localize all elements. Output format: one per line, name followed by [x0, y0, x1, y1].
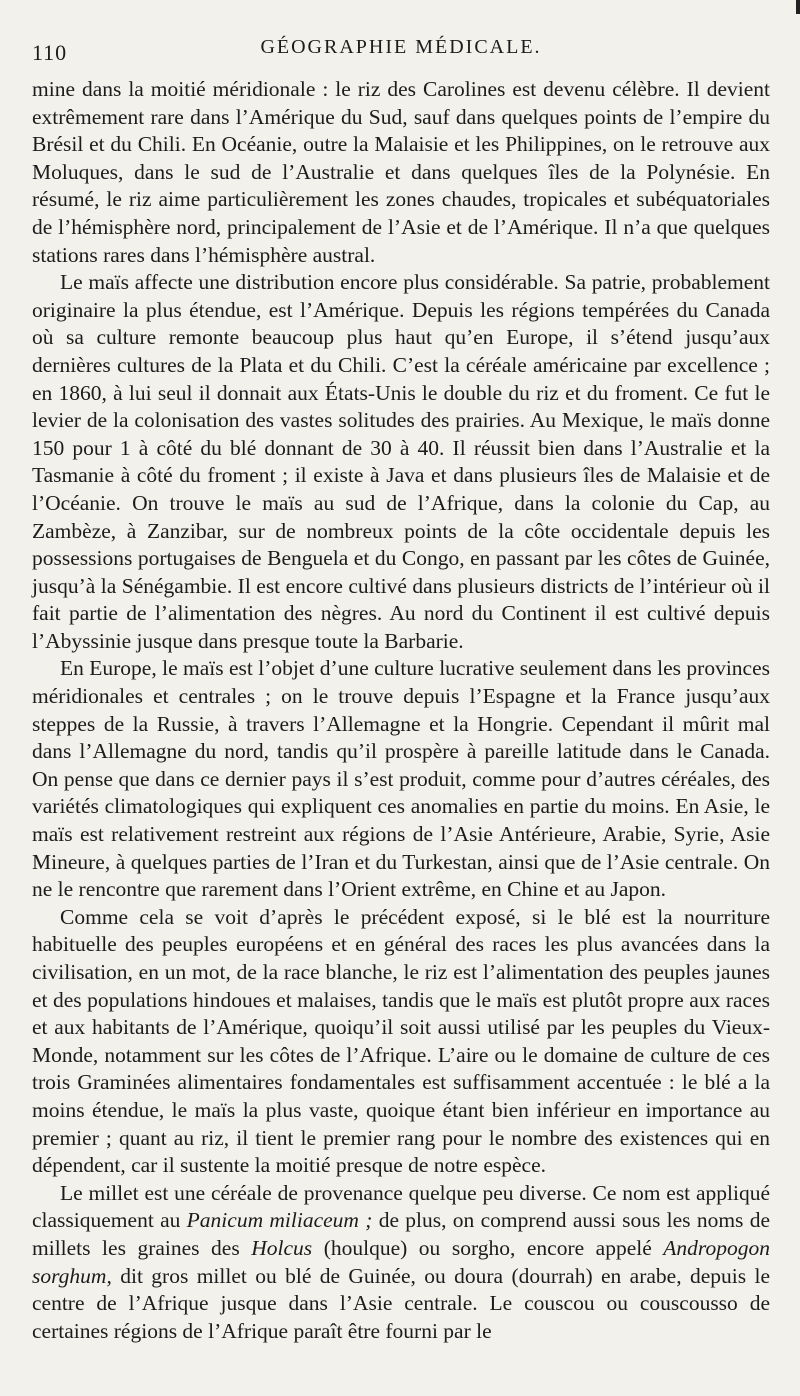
page-header [32, 30, 770, 70]
text-run: dit gros millet ou blé de Guinée, ou doura (dourrah) en arabe, depuis le centre de l’Afrique jusque dans l’Asie centrale. Le couscou ou couscousso de certaines régions de l’Afrique paraît être fourni par le [32, 1263, 770, 1343]
text-run: (houlque) ou sorgho, encore appelé [312, 1235, 664, 1260]
italic-term: Andropogon sorghum, [32, 1235, 770, 1288]
body-text [32, 76, 770, 1345]
text-run: mine dans la moitié méridionale : le riz des Carolines est devenu célèbre. Il devient extrêmement rare dans l’Amérique du Sud, sauf dans quelques points de l’empire du Brésil et du Chili. En Océanie, outre la Malaisie et les Philippines, on le retrouve aux Moluques, dans le sud de l’Australie et dans quelques îles de la Polynésie. En résumé, le riz aime particulièrement les zones chaudes, tropicales et subéquatoriales de l’hémisphère nord, principalement de l’Asie et de l’Amérique. Il n’a que quelques stations rares dans l’hémisphère austral. [32, 77, 770, 267]
text-run: En Europe, le maïs est l’objet d’une culture lucrative seulement dans les provinces méridionales et centrales ; on le trouve depuis l’Espagne et la France jusqu’aux steppes de la Russie, à travers l’Allemagne et la Hongrie. Cependant il mûrit mal dans l’Allemagne du nord, tandis qu’il prospère à pareille latitude dans le Canada. On pense que dans ce dernier pays il s’est produit, comme pour d’autres céréales, des variétés climatologiques qui expliquent ces anomalies en partie du moins. En Asie, le maïs est relativement restreint aux régions de l’Asie Antérieure, Arabie, Syrie, Asie Mineure, à quelques parties de l’Iran et du Turkestan, ainsi que de l’Asie centrale. On ne le rencontre que rarement dans l’Orient extrême, en Chine et au Japon. [32, 656, 770, 902]
page-edge-mark [796, 0, 800, 14]
paragraph-p3 [32, 655, 770, 903]
italic-term: Holcus [251, 1235, 313, 1260]
paragraph-p5 [32, 1180, 770, 1346]
running-title: GÉOGRAPHIE MÉDICALE. [260, 36, 542, 58]
italic-term: Panicum miliaceum ; [186, 1208, 373, 1233]
text-run: Le millet est une céréale de provenance quelque peu diverse. Ce nom est appliqué classiquement au [32, 1180, 770, 1233]
text-run: de plus, on comprend aussi sous les noms de millets les graines des [32, 1208, 770, 1260]
text-run: Le maïs affecte une distribution encore plus considérable. Sa patrie, probablement originaire la plus étendue, est l’Amérique. Depuis les régions tempérées du Canada où sa culture remonte beaucoup plus haut qu’en Europe, il s’étend jusqu’aux dernières cultures de la Plata et du Chili. C’est la céréale américaine par excellence ; en 1860, à lui seul il donnait aux États-Unis le double du riz et du froment. Ce fut le levier de la colonisation des vastes solitudes des prairies. Au Mexique, le maïs donne 150 pour 1 à côté du blé donnant de 30 à 40. Il réussit bien dans l’Australie et la Tasmanie à côté du froment ; il existe à Java et dans plusieurs îles de Malaisie et de l’Océanie. On trouve le maïs au sud de l’Afrique, dans la colonie du Cap, au Zambèze, à Zanzibar, sur de nombreux points de la côte occidentale depuis les possessions portugaises de Benguela et du Congo, en passant par les côtes de Guinée, jusqu’à la Sénégambie. Il est encore cultivé dans plusieurs districts de l’intérieur où il fait partie de l’alimentation des nègres. Au nord du Continent il est cultivé depuis l’Abyssinie jusque dans presque toute la Barbarie. [32, 270, 770, 653]
paragraph-p2 [32, 269, 770, 655]
text-run: Comme cela se voit d’après le précédent exposé, si le blé est la nourriture habituelle des peuples européens et en général des races les plus avancées dans la civilisation, en un mot, de la race blanche, le riz est l’alimentation des peuples jaunes et des populations hindoues et malaises, tandis que le maïs est plutôt propre aux races et aux habitants de l’Amérique, quoiqu’il soit aussi utilisé par les peuples du Vieux-Monde, notamment sur les côtes de l’Afrique. L’aire ou le domaine de culture de ces trois Graminées alimentaires fondamentales est suffisamment accentuée : le blé a la moins étendue, le maïs la plus vaste, quoique étant bien inférieur en importance au premier ; quant au riz, il tient le premier rang pour le nombre des existences qui en dépendent, car il sustente la moitié presque de notre espèce. [32, 904, 770, 1178]
paragraph-p4 [32, 904, 770, 1180]
page-number: 110 [32, 40, 68, 65]
paragraph-p1 [32, 76, 770, 269]
